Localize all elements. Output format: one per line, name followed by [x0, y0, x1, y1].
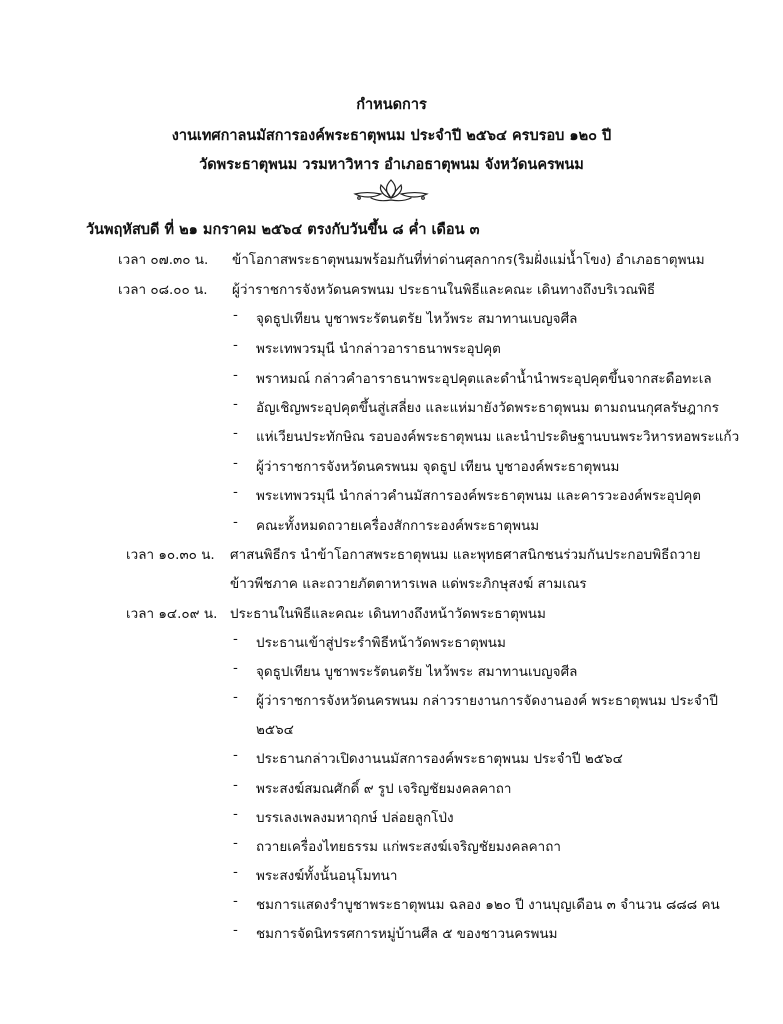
- list-item: ประธานกล่าวเปิดงานนมัสการองค์พระธาตุพนม ประจำปี ๒๕๖๔: [256, 751, 623, 767]
- bullet-marker: -: [233, 864, 238, 880]
- document-title: กำหนดการ: [356, 97, 427, 113]
- schedule-time: เวลา ๐๘.๐๐ น.: [118, 282, 208, 298]
- list-item: พราหมณ์ กล่าวคำอาราธนาพระอุปคุตและดำน้ำนำพระอุปคุตขึ้นจากสะดือทะเล: [256, 371, 712, 387]
- event-title: งานเทศกาลนมัสการองค์พระธาตุพนม ประจำปี ๒๕๖๔ ครบรอบ ๑๒๐ ปี: [171, 128, 612, 144]
- list-item: ชมการจัดนิทรรศการหมู่บ้านศีล ๕ ของชาวนครพนม: [256, 926, 558, 942]
- list-item: บรรเลงเพลงมหาฤกษ์ ปล่อยลูกโป่ง: [256, 810, 454, 826]
- schedule-entry-continuation: ข้าวพีชภาค และถวายภัตตาหารเพล แด่พระภิกษุสงฆ์ สามเณร: [230, 576, 587, 592]
- schedule-time: เวลา ๐๗.๓๐ น.: [118, 252, 209, 268]
- bullet-marker: -: [233, 922, 238, 938]
- bullet-marker: -: [233, 631, 238, 647]
- bullet-marker: -: [233, 806, 238, 822]
- schedule-time: เวลา ๑๔.๐๙ น.: [126, 606, 218, 622]
- bullet-marker: -: [233, 893, 238, 909]
- bullet-marker: -: [233, 689, 238, 705]
- bullet-marker: -: [233, 835, 238, 851]
- bullet-marker: -: [233, 367, 238, 383]
- list-item: ชมการแสดงรำบูชาพระธาตุพนม ฉลอง ๑๒๐ ปี งานบุญเดือน ๓ จำนวน ๘๘๘ คน: [256, 897, 720, 913]
- list-item: พระสงฆ์ทั้งนั้นอนุโมทนา: [256, 868, 398, 884]
- bullet-marker: -: [233, 777, 238, 793]
- list-item: อัญเชิญพระอุปคุตขึ้นสู่เสลี่ยง และแห่มายังวัดพระธาตุพนม ตามถนนกุศลรัษฎากร: [256, 400, 719, 416]
- list-item: แห่เวียนประทักษิณ รอบองค์พระธาตุพนม และนำประดิษฐานบนพระวิหารหอพระแก้ว: [256, 429, 740, 445]
- schedule-time: เวลา ๑๐.๓๐ น.: [126, 547, 215, 563]
- list-item-continuation: ๒๕๖๔: [256, 722, 294, 738]
- list-item: ประธานเข้าสู่ประรำพิธีหน้าวัดพระธาตุพนม: [256, 635, 506, 651]
- list-item: ผู้ว่าราชการจังหวัดนครพนม กล่าวรายงานการจัดงานองค์ พระธาตุพนม ประจำปี: [256, 693, 718, 709]
- bullet-marker: -: [233, 425, 238, 441]
- list-item: คณะทั้งหมดถวายเครื่องสักการะองค์พระธาตุพนม: [256, 518, 540, 534]
- list-item: พระเทพวรมุนี นำกล่าวคำนมัสการองค์พระธาตุพนม และคารวะองค์พระอุปคุต: [256, 488, 702, 504]
- schedule-entry: ศาสนพิธีกร นำข้าโอกาสพระธาตุพนม และพุทธศาสนิกชนร่วมกันประกอบพิธีถวาย: [230, 547, 701, 563]
- list-item: จุดธูปเทียน บูชาพระรัตนตรัย ไหว้พระ สมาทานเบญจศีล: [256, 311, 578, 327]
- bullet-marker: -: [233, 396, 238, 412]
- list-item: พระเทพวรมุนี นำกล่าวอาราธนาพระอุปคุต: [256, 341, 501, 357]
- list-item: ผู้ว่าราชการจังหวัดนครพนม จุดธูป เทียน บูชาองค์พระธาตุพนม: [256, 459, 620, 475]
- bullet-marker: -: [233, 484, 238, 500]
- schedule-entry: ข้าโอกาสพระธาตุพนมพร้อมกันที่ท่าด่านศุลกากร(ริมฝั่งแม่น้ำโขง) อำเภอธาตุพนม: [232, 252, 705, 268]
- list-item: จุดธูปเทียน บูชาพระรัตนตรัย ไหว้พระ สมาทานเบญจศีล: [256, 664, 578, 680]
- bullet-marker: -: [233, 455, 238, 471]
- schedule-entry: ประธานในพิธีและคณะ เดินทางถึงหน้าวัดพระธาตุพนม: [230, 606, 546, 622]
- bullet-marker: -: [233, 747, 238, 763]
- bullet-marker: -: [233, 337, 238, 353]
- lotus-ornament-icon: [351, 176, 431, 204]
- bullet-marker: -: [233, 514, 238, 530]
- venue-title: วัดพระธาตุพนม วรมหาวิหาร อำเภอธาตุพนม จังหวัดนครพนม: [199, 157, 584, 173]
- day-heading: วันพฤหัสบดี ที่ ๒๑ มกราคม ๒๕๖๔ ตรงกับวันขึ้น ๘ ค่ำ เดือน ๓: [86, 222, 480, 238]
- list-item: ถวายเครื่องไทยธรรม แก่พระสงฆ์เจริญชัยมงคลคาถา: [256, 839, 562, 855]
- schedule-entry: ผู้ว่าราชการจังหวัดนครพนม ประธานในพิธีและคณะ เดินทางถึงบริเวณพิธี: [232, 282, 656, 298]
- bullet-marker: -: [233, 307, 238, 323]
- bullet-marker: -: [233, 660, 238, 676]
- list-item: พระสงฆ์สมณศักดิ์ ๙ รูป เจริญชัยมงคลคาถา: [256, 781, 512, 797]
